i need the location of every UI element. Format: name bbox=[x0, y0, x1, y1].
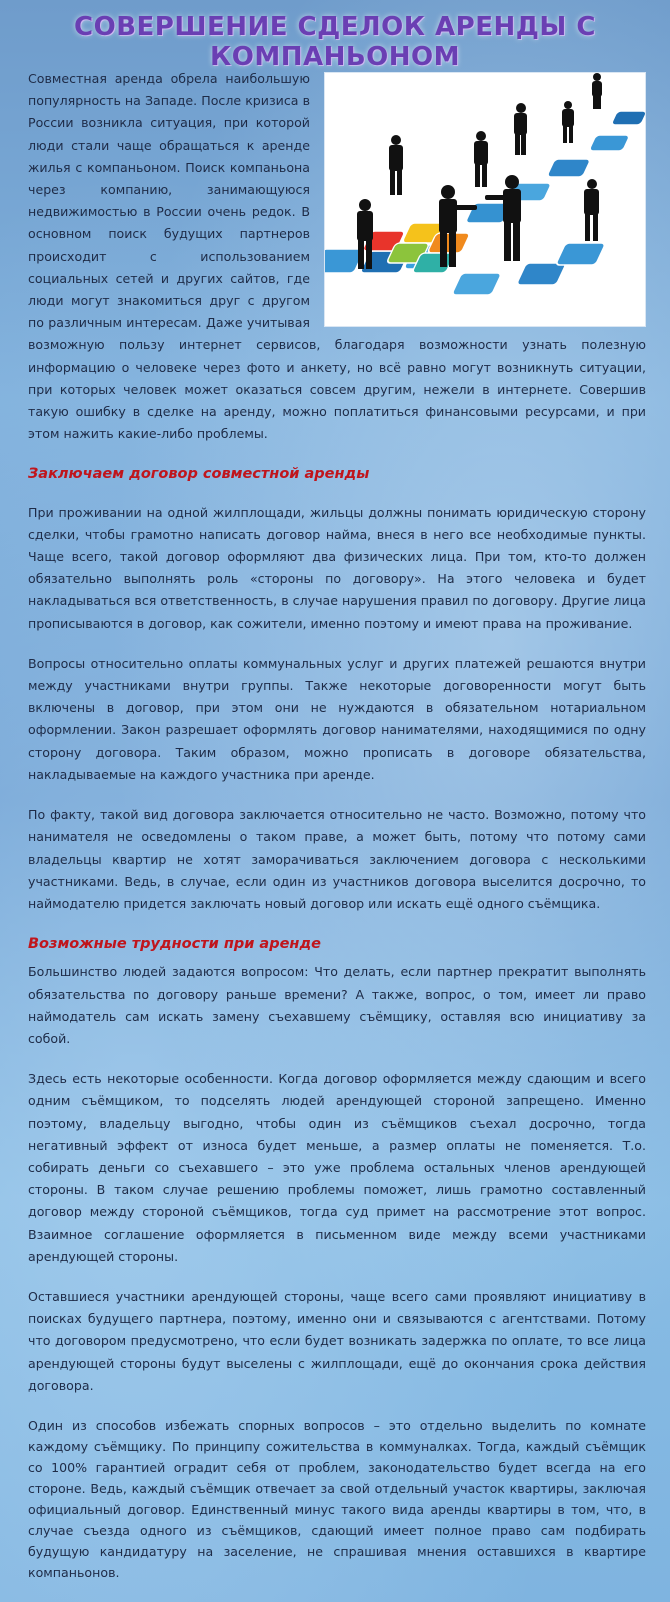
section1-paragraph: Вопросы относительно оплаты коммунальных услуг и других платежей решаются внутри между участниками внутри группы. Также некоторые договоренности могут быть включены в договор, при этом они не нуждаются в обязательном нотариальном оформлении. Закон разрешает оформлять договор нанимателями, находящимися по одну сторону договора. Таким образом, можно прописать в договоре обязательства, накладываемые на каждого участника при аренде. bbox=[28, 655, 646, 782]
business-people-puzzle-illustration bbox=[324, 72, 646, 327]
section2-paragraph: Большинство людей задаются вопросом: Что делать, если партнер прекратит выполнять обязательства по договору раньше времени? А также, вопрос, о том, имеет ли право наймодатель сам искать замену съехавшему съёмщику, оставляя всю инициативу за собой. bbox=[28, 964, 646, 1046]
section2-paragraph: Оставшиеся участники арендующей стороны, чаще всего сами проявляют инициативу в поисках будущего партнера, поэтому, именно они и связываются с агентствами. Потому что договором предусмотрено, что если будет возникать задержка по оплате, то все лица арендующей стороны будут выселены с жилплощади, ещё до окончания срока действия договора. bbox=[28, 1288, 646, 1393]
intro-paragraph: Совместная аренда обрела наибольшую популярность на Западе. После кризиса в России возникла ситуация, при которой люди стали чаще обращаться к аренде жилья с компаньоном. Поиск компаньона через компанию, занимающуюся недвижимостью в России очень редок. В основном поиск будущих партнеров происходит с использованием социальных сетей и других сайтов, где люди могут знакомиться друг с другом по различным интересам. Даже учитывая возможную пользу интернет сервисов, благодаря возможности узнать полезную информацию о человеке через фото и анкету, но всё равно могут возникнуть ситуации, при которых человек может оказаться совсем другим, нежели в интернете. Совершив такую ошибку в сделке на аренду, можно поплатиться финансовыми ресурсами, и при этом нажить какие-либо проблемы. bbox=[28, 71, 646, 442]
article-body bbox=[28, 68, 646, 1595]
section1-paragraph: По факту, такой вид договора заключается относительно не часто. Возможно, потому что нанимателя не осведомлены о таком праве, а может быть, потому что потому сами владельцы квартир не хотят заморачиваться заключением договора с несколькими участниками. Ведь, в случае, если один из участников договора выселится досрочно, то наймодателю придется заключать новый договор или искать ещё одного съёмщика. bbox=[28, 807, 646, 911]
section1-paragraph: При проживании на одной жилплощади, жильцы должны понимать юридическую сторону сделки, чтобы грамотно написать договор найма, внеся в него все необходимые пункты. Чаще всего, такой договор оформляют два физических лица. При том, кто-то должен обязательно выполнять роль «стороны по договору». На этого человека и будет накладываться вся ответственность, в случае нарушения правил по договору. Другие лица прописываются в договор, как сожители, именно поэтому и имеют права на проживание. bbox=[28, 504, 646, 631]
section2-paragraph: Здесь есть некоторые особенности. Когда договор оформляется между сдающим и всего одним съёмщиком, то подселять людей арендующей стороной запрещено. Именно поэтому, владельцу выгодно, чтобы один из съёмщиков съехал досрочно, тогда негативный эффект от износа будет меньше, а размер оплаты не поменяется. Т.о. собирать деньги со съехавшего – это уже проблема остальных членов арендующей стороны. В таком случае решению проблемы поможет, лишь грамотно составленный договор между стороной съёмщиков, тогда суд примет на рассмотрение этот вопрос. Взаимное соглашение оформляется в письменном виде между всеми участниками арендующей стороны. bbox=[28, 1071, 646, 1264]
puzzle-people-icon bbox=[325, 73, 645, 326]
section-heading-difficulties: Возможные трудности при аренде bbox=[28, 936, 321, 953]
page-title: СОВЕРШЕНИЕ СДЕЛОК АРЕНДЫ С КОМПАНЬОНОМ bbox=[74, 12, 596, 72]
section2-paragraph: Один из способов избежать спорных вопросов – это отдельно выделить по комнате каждому съёмщику. По принципу сожительства в коммуналках. Тогда, каждый съёмщик со 100% гарантией оградит себя от проблем, законодательство будет всегда на его стороне. Ведь, каждый съёмщик отвечает за свой отдельный участок квартиры, заключая официальный договор. Единственный минус такого вида аренды квартиры в том, что, в случае съезда одного из съёмщиков, сдающий имеет полное право сам подбирать будущую кандидатуру на заселение, не спрашивая мнения оставшихся в квартире компаньонов. bbox=[28, 1417, 646, 1580]
section-heading-contract: Заключаем договор совместной аренды bbox=[28, 466, 370, 483]
